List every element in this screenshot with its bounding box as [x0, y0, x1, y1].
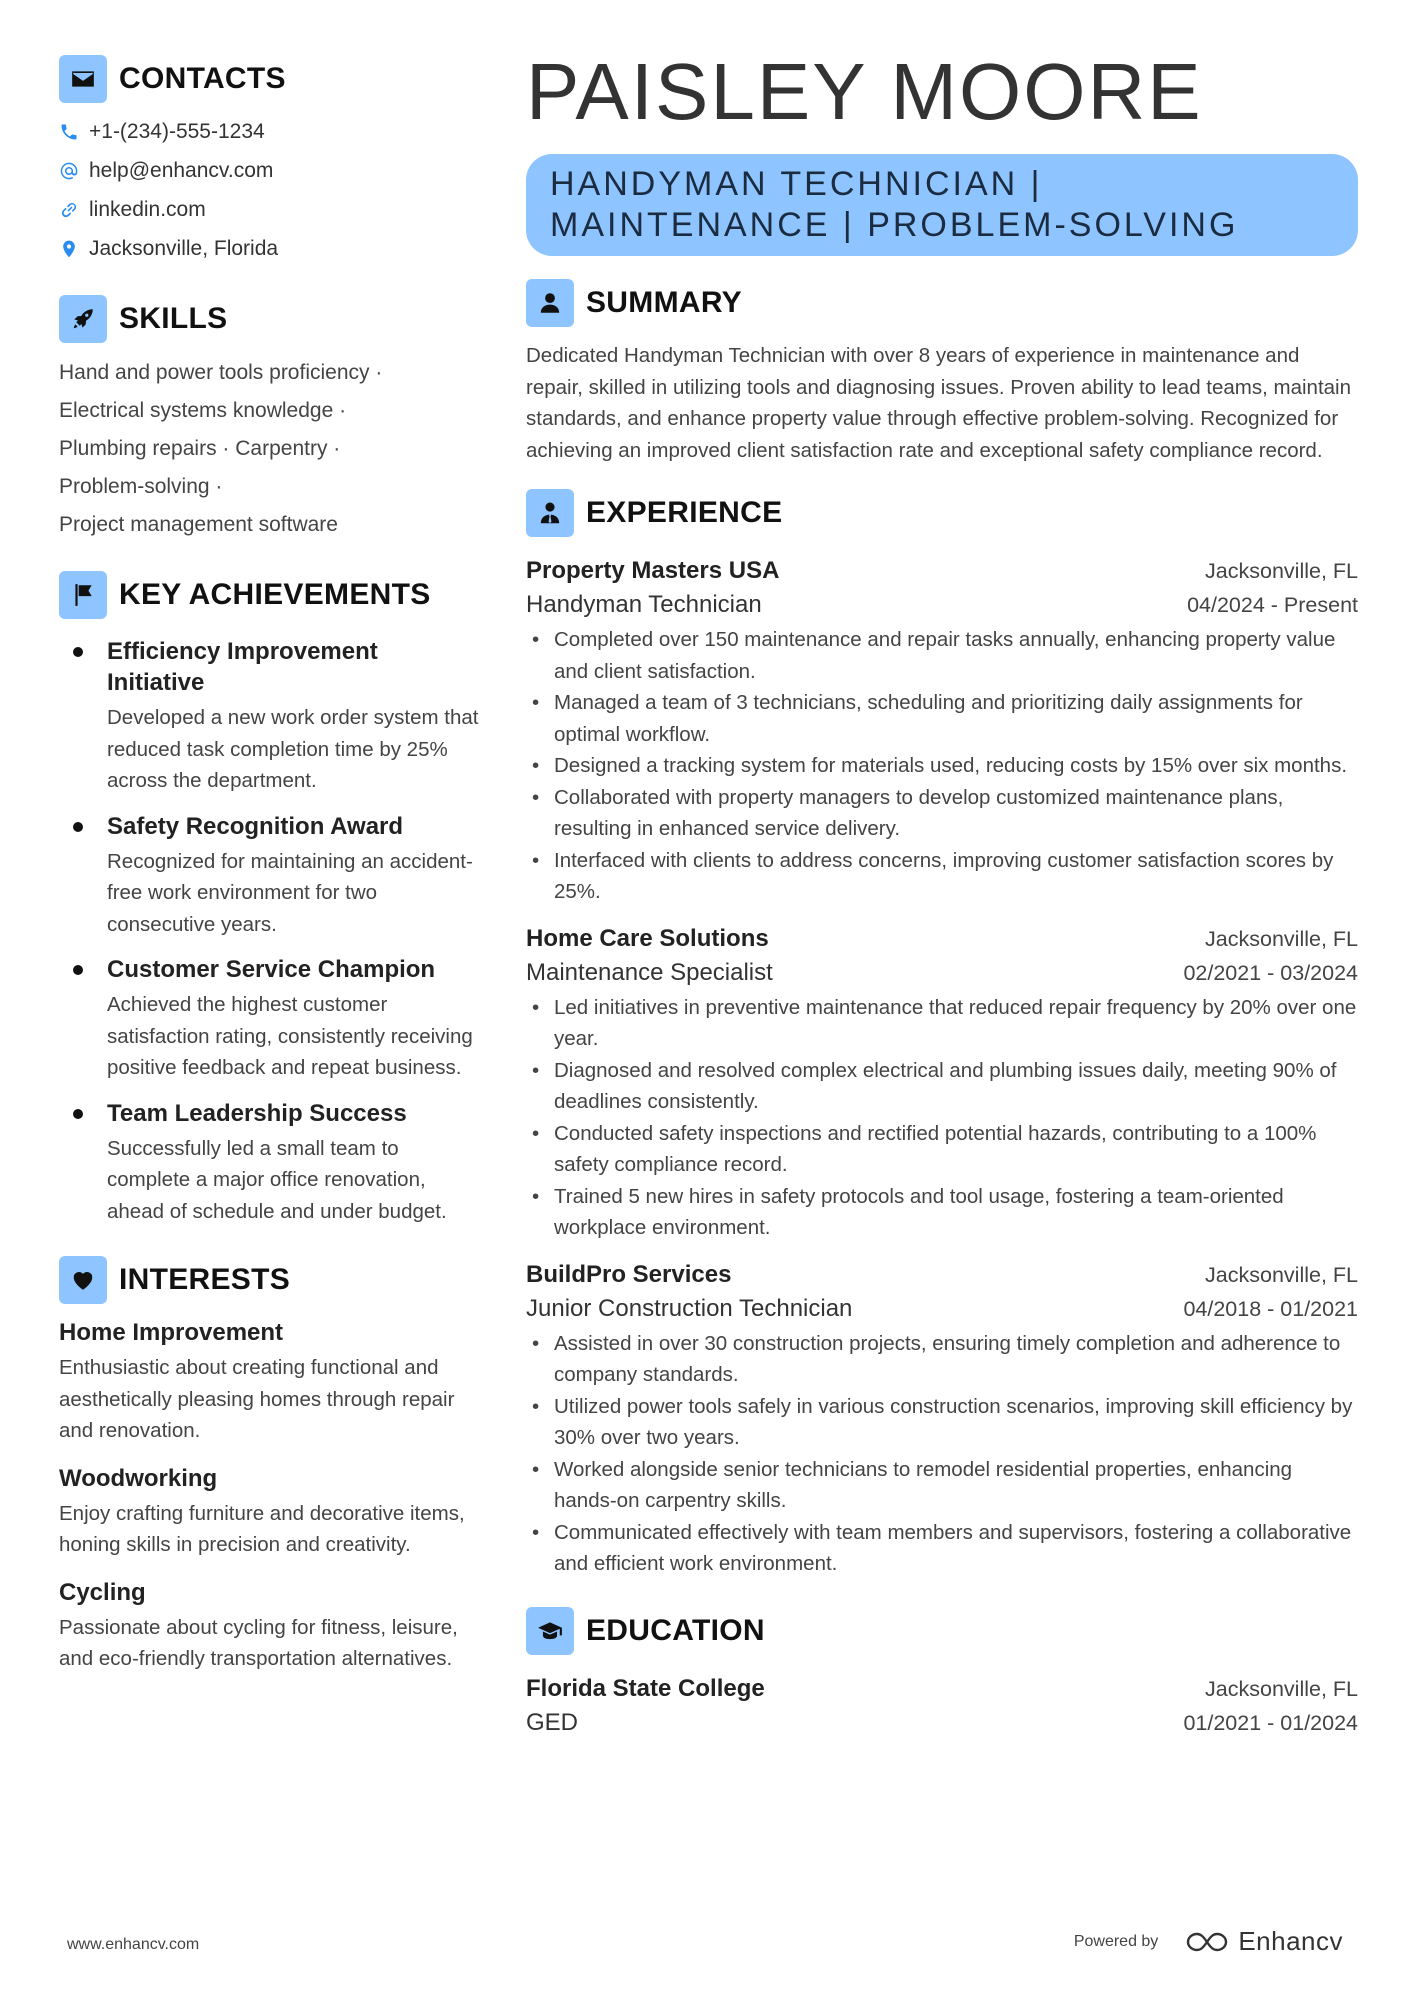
education-header: [526, 1606, 1358, 1656]
skills-title: SKILLS: [119, 302, 228, 335]
job-bullet: • Worked alongside senior technicians to remodel residential properties, enhancing hands-on carpentry skills.: [526, 1454, 1358, 1517]
achievement-item: [59, 636, 479, 797]
user-icon: [526, 279, 574, 327]
summary-text: Dedicated Handyman Technician with over 8 years of experience in maintenance and repair, skilled in utilizing tools and diagnosing issues. Proven ability to lead teams, maintain standards, and enhance property value through effective problem-solving. Recognized for achieving an improved client satisfaction rate and exceptional safety compliance record.: [526, 344, 1352, 462]
skill-item: Plumbing repairs: [59, 437, 217, 460]
link-icon: [59, 200, 79, 220]
experience-header: [526, 488, 1358, 538]
job-bullet: • Utilized power tools safely in various construction scenarios, improving skill efficiency by 30% over two years.: [526, 1391, 1358, 1454]
brand-name: Enhancv: [1238, 1926, 1343, 1956]
achievement-desc: Achieved the highest customer satisfaction rating, consistently receiving positive feedback and repeat business.: [107, 993, 473, 1079]
job-header: [526, 1258, 1358, 1291]
achievement-title: Customer Service Champion: [107, 956, 436, 983]
job-subheader: [526, 955, 1358, 990]
education-header-row: [526, 1672, 1358, 1705]
job-dates: 04/2018 - 01/2021: [1183, 1296, 1358, 1321]
left-column: [59, 54, 479, 1675]
achievement-item: [59, 1098, 479, 1228]
company-name: BuildPro Services: [526, 1260, 732, 1288]
skill-item: Carpentry: [235, 437, 328, 460]
footer-branding: [1074, 1926, 1343, 1957]
skill-item: Hand and power tools proficiency: [59, 361, 370, 384]
job-bullets: [526, 1328, 1358, 1580]
interest-desc: Enjoy crafting furniture and decorative items, honing skills in precision and creativity.: [59, 1501, 465, 1556]
footer-website[interactable]: www.enhancv.com: [67, 1936, 200, 1953]
bullet-dot: [73, 647, 83, 657]
email-text: help@enhancv.com: [89, 158, 274, 182]
rocket-icon: [59, 295, 107, 343]
interest-item: [59, 1463, 479, 1561]
bullet-dot: [73, 965, 83, 975]
contact-email[interactable]: [59, 151, 479, 190]
job-bullet: • Trained 5 new hires in safety protocols and tool usage, fostering a team-oriented workplace environment.: [526, 1181, 1358, 1244]
education-title: EDUCATION: [586, 1613, 765, 1647]
skill-item: Electrical systems knowledge: [59, 399, 334, 422]
at-icon: [59, 161, 79, 181]
job-location: Jacksonville, FL: [1205, 926, 1358, 951]
company-name: Property Masters USA: [526, 557, 780, 584]
interests-header: [59, 1255, 479, 1305]
linkedin-text: linkedin.com: [89, 197, 206, 221]
job-subheader: [526, 1291, 1358, 1326]
summary-title: SUMMARY: [586, 286, 742, 319]
achievement-desc: Successfully led a small team to complete a major office renovation, ahead of schedule and under budget.: [107, 1136, 447, 1223]
contact-location: [59, 229, 479, 268]
job-header: [526, 554, 1358, 587]
job-role: Handyman Technician: [526, 591, 762, 618]
job-bullet: • Led initiatives in preventive maintenance that reduced repair frequency by 20% over one year.: [526, 992, 1358, 1055]
skill-item: Project management software: [59, 513, 338, 536]
candidate-name: PAISLEY MOORE: [526, 47, 1203, 136]
job-subheader: [526, 587, 1358, 622]
skills-header: [59, 294, 479, 344]
job-role: Junior Construction Technician: [526, 1294, 853, 1322]
job-bullet: • Completed over 150 maintenance and repair tasks annually, enhancing property value and client satisfaction.: [526, 624, 1358, 687]
job-bullets: [526, 992, 1358, 1244]
interest-title: Home Improvement: [59, 1319, 284, 1346]
job-bullet: • Managed a team of 3 technicians, scheduling and prioritizing daily assignments for optimal workflow.: [526, 687, 1358, 750]
interests-title: INTERESTS: [119, 1263, 291, 1296]
contacts-header: [59, 54, 479, 104]
job-dates: 04/2024 - Present: [1187, 593, 1358, 617]
job-bullet: • Interfaced with clients to address concerns, improving customer satisfaction scores by 25%.: [526, 845, 1358, 908]
summary-header: [526, 278, 1358, 328]
powered-by-label: Powered by: [1073, 1932, 1159, 1950]
location-text: Jacksonville, Florida: [89, 236, 279, 260]
interest-item: [59, 1577, 479, 1675]
enhancv-logo-icon: [1184, 1929, 1230, 1955]
job-location: Jacksonville, FL: [1205, 1262, 1358, 1287]
degree: GED: [526, 1708, 579, 1736]
job-bullets: [526, 624, 1358, 908]
job-dates: 02/2021 - 03/2024: [1183, 960, 1358, 985]
contacts-title: CONTACTS: [119, 62, 286, 95]
achievement-desc: Recognized for maintaining an accident-free work environment for two consecutive years.: [107, 849, 473, 936]
achievements-list: [59, 636, 479, 1227]
job-bullet: • Assisted in over 30 construction projects, ensuring timely completion and adherence to company standards.: [526, 1328, 1358, 1391]
graduation-cap-icon: [526, 1607, 574, 1655]
phone-icon: [59, 122, 79, 142]
achievement-title: Efficiency Improvement Initiative: [107, 638, 378, 696]
achievement-title: Team Leadership Success: [107, 1099, 407, 1127]
contacts-list: [59, 112, 479, 268]
interest-desc: Passionate about cycling for fitness, leisure, and eco-friendly transportation alternatives.: [59, 1615, 458, 1670]
envelope-icon: [59, 55, 107, 103]
job-bullet: • Communicated effectively with team members and supervisors, fostering a collaborative and efficient work environment.: [526, 1517, 1358, 1580]
job-location: Jacksonville, FL: [1205, 559, 1358, 583]
achievements-title: KEY ACHIEVEMENTS: [119, 578, 431, 611]
bullet-dot: [73, 1109, 83, 1119]
right-column: [526, 44, 1358, 1740]
headline-banner: HANDYMAN TECHNICIAN | MAINTENANCE | PROBLEM-SOLVING: [526, 154, 1358, 256]
experience-title: EXPERIENCE: [586, 496, 783, 529]
job-bullet: • Designed a tracking system for materials used, reducing costs by 15% over six months.: [526, 750, 1358, 782]
school-name: Florida State College: [526, 1674, 765, 1702]
skills-list: [59, 354, 479, 544]
job-entry: [526, 554, 1358, 908]
achievement-title: Safety Recognition Award: [107, 812, 404, 840]
interest-title: Woodworking: [59, 1464, 218, 1492]
skill-line: Hand and power tools proficiency ·: [59, 361, 383, 384]
job-role: Maintenance Specialist: [526, 958, 773, 986]
flag-icon: [59, 571, 107, 619]
education-subheader: [526, 1705, 1358, 1740]
interests-list: [59, 1317, 479, 1675]
job-bullet: • Diagnosed and resolved complex electrical and plumbing issues daily, meeting 90% of deadlines consistently.: [526, 1055, 1358, 1118]
skill-line: [59, 506, 479, 544]
job-bullet: • Collaborated with property managers to develop customized maintenance plans, resulting in enhanced service delivery.: [526, 782, 1358, 845]
contact-linkedin[interactable]: [59, 190, 479, 229]
interest-title: Cycling: [59, 1578, 146, 1606]
achievement-item: [59, 811, 479, 941]
job-entry: [526, 922, 1358, 1244]
job-entry: [526, 1258, 1358, 1580]
interest-desc: Enthusiastic about creating functional and aesthetically pleasing homes through repair and renovation.: [59, 1356, 455, 1442]
job-bullet: • Conducted safety inspections and rectified potential hazards, contributing to a 100% safety compliance record.: [526, 1118, 1358, 1181]
education-dates: 01/2021 - 01/2024: [1183, 1710, 1358, 1735]
briefcase-user-icon: [526, 489, 574, 537]
education-entry: [526, 1672, 1358, 1740]
job-header: [526, 922, 1358, 955]
location-pin-icon: [59, 239, 79, 259]
achievement-desc: Developed a new work order system that reduced task completion time by 25% across the department.: [107, 706, 479, 792]
bullet-dot: [73, 822, 83, 832]
skill-line: Plumbing repairs · Carpentry ·: [59, 437, 341, 460]
interest-item: [59, 1317, 479, 1447]
skill-line: Problem-solving ·: [59, 475, 223, 498]
achievement-item: [59, 954, 479, 1084]
achievements-header: [59, 570, 479, 620]
skill-line: Electrical systems knowledge ·: [59, 399, 347, 422]
phone-text: +1-(234)-555-1234: [89, 119, 265, 143]
school-location: Jacksonville, FL: [1205, 1676, 1358, 1701]
company-name: Home Care Solutions: [526, 924, 769, 952]
skill-item: Problem-solving: [59, 475, 210, 498]
contact-phone: [59, 112, 479, 151]
heart-icon: [59, 1256, 107, 1304]
